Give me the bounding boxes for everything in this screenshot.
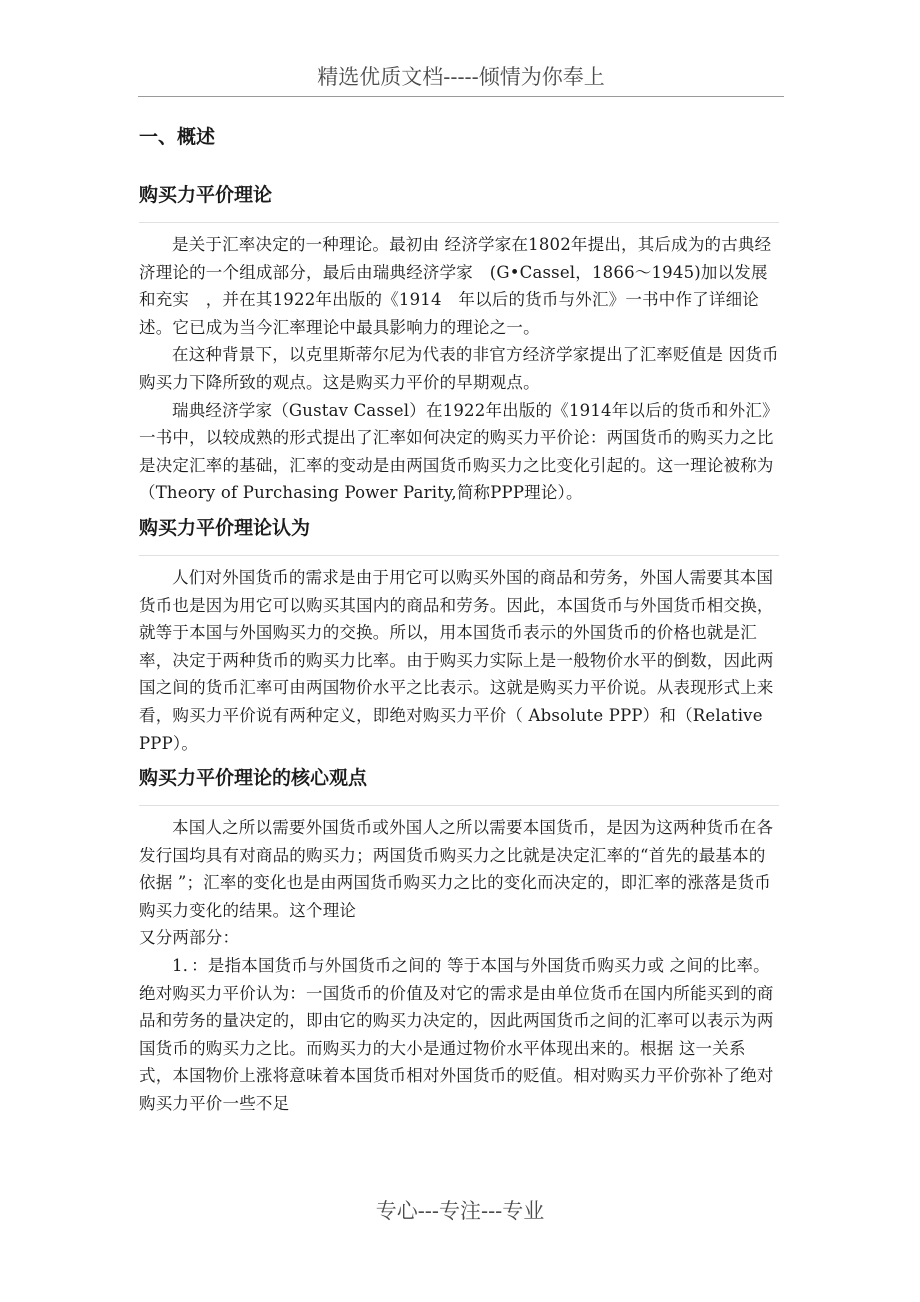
- ppp-paragraph-3: 瑞典经济学家（Gustav Cassel）在1922年出版的《1914年以后的货币和外汇》一书中，以较成熟的形式提出了汇率如何决定的购买力平价论：两国货币的购买力之比是决定汇率的基础，汇率的变动是由两国货币购买力之比变化引起的。这一理论被称为 （Theory of Purchasing Power Parity,简称PPP理论）。: [139, 400, 791, 503]
- view-paragraph: 人们对外国货币的需求是由于用它可以购买外国的商品和劳务，外国人需要其本国货币也是因为用它可以购买其国内的商品和劳务。因此，本国货币与外国货币相交换，就等于本国与外国购买力的交换。所以，用本国货币表示的外国货币的价格也就是汇率，决定于两种货币的购买力比率。由于购买力实际上是一般物价水平的倒数，因此两国之间的货币汇率可由两国物价水平之比表示。这就是购买力平价说。从表现形式上来看，购买力平价说有两种定义，即绝对购买力平价（ Absolute PPP）和（Relative PPP）。: [139, 567, 774, 753]
- point-one-paragraph: 1．：是指本国货币与外国货币之间的 等于本国与外国货币购买力或 之间的比率。 绝对购买力平价认为：一国货币的价值及对它的需求是由单位货币在国内所能买到的商品和劳务的量决定的，即由它的购买力决定的，因此两国货币之间的汇率可以表示为两国货币的购买力之比。而购买力的大小是通过物价水平体现出来的。根据 这一关系式，本国物价上涨将意味着本国货币相对外国货币的贬值。相对购买力平价弥补了绝对购买力平价一些不足: [139, 956, 779, 1114]
- ppp-heading: 购买力平价理论: [139, 178, 779, 223]
- page-header: 精选优质文档-----倾情为你奉上: [138, 62, 784, 97]
- page-footer: 专心---专注---专业: [375, 1199, 545, 1223]
- ppp-paragraph-2: 在这种背景下，以克里斯蒂尔尼为代表的非官方经济学家提出了汇率贬值是 因货币购买力下降所致的观点。这是购买力平价的早期观点。: [139, 345, 779, 392]
- view-heading: 购买力平价理论认为: [139, 511, 779, 556]
- document-body: [139, 118, 791, 1118]
- core-paragraph: 本国人之所以需要外国货币或外国人之所以需要本国货币，是因为这两种货币在各发行国均具有对商品的购买力；两国货币购买力之比就是决定汇率的“首先的最基本的依据 ”；汇率的变化也是由两国货币购买力之比的变化而决定的，即汇率的涨落是货币购买力变化的结果。这个理论: [139, 818, 774, 920]
- ppp-paragraph-1: 是关于汇率决定的一种理论。最初由 经济学家在1802年提出，其后成为的古典经济理论的一个组成部分，最后由瑞典经济学家 (G•Cassel，1866～1945)加以发展和充实 ，并在其1922年出版的《1914 年以后的货币与外汇》一书中作了详细论述。它已成为当今汇率理论中最具影响力的理论之一。: [139, 235, 772, 337]
- core-continuation: 又分两部分：: [139, 928, 240, 948]
- core-heading: 购买力平价理论的核心观点: [139, 761, 779, 806]
- section-title: 一、概述: [139, 126, 216, 148]
